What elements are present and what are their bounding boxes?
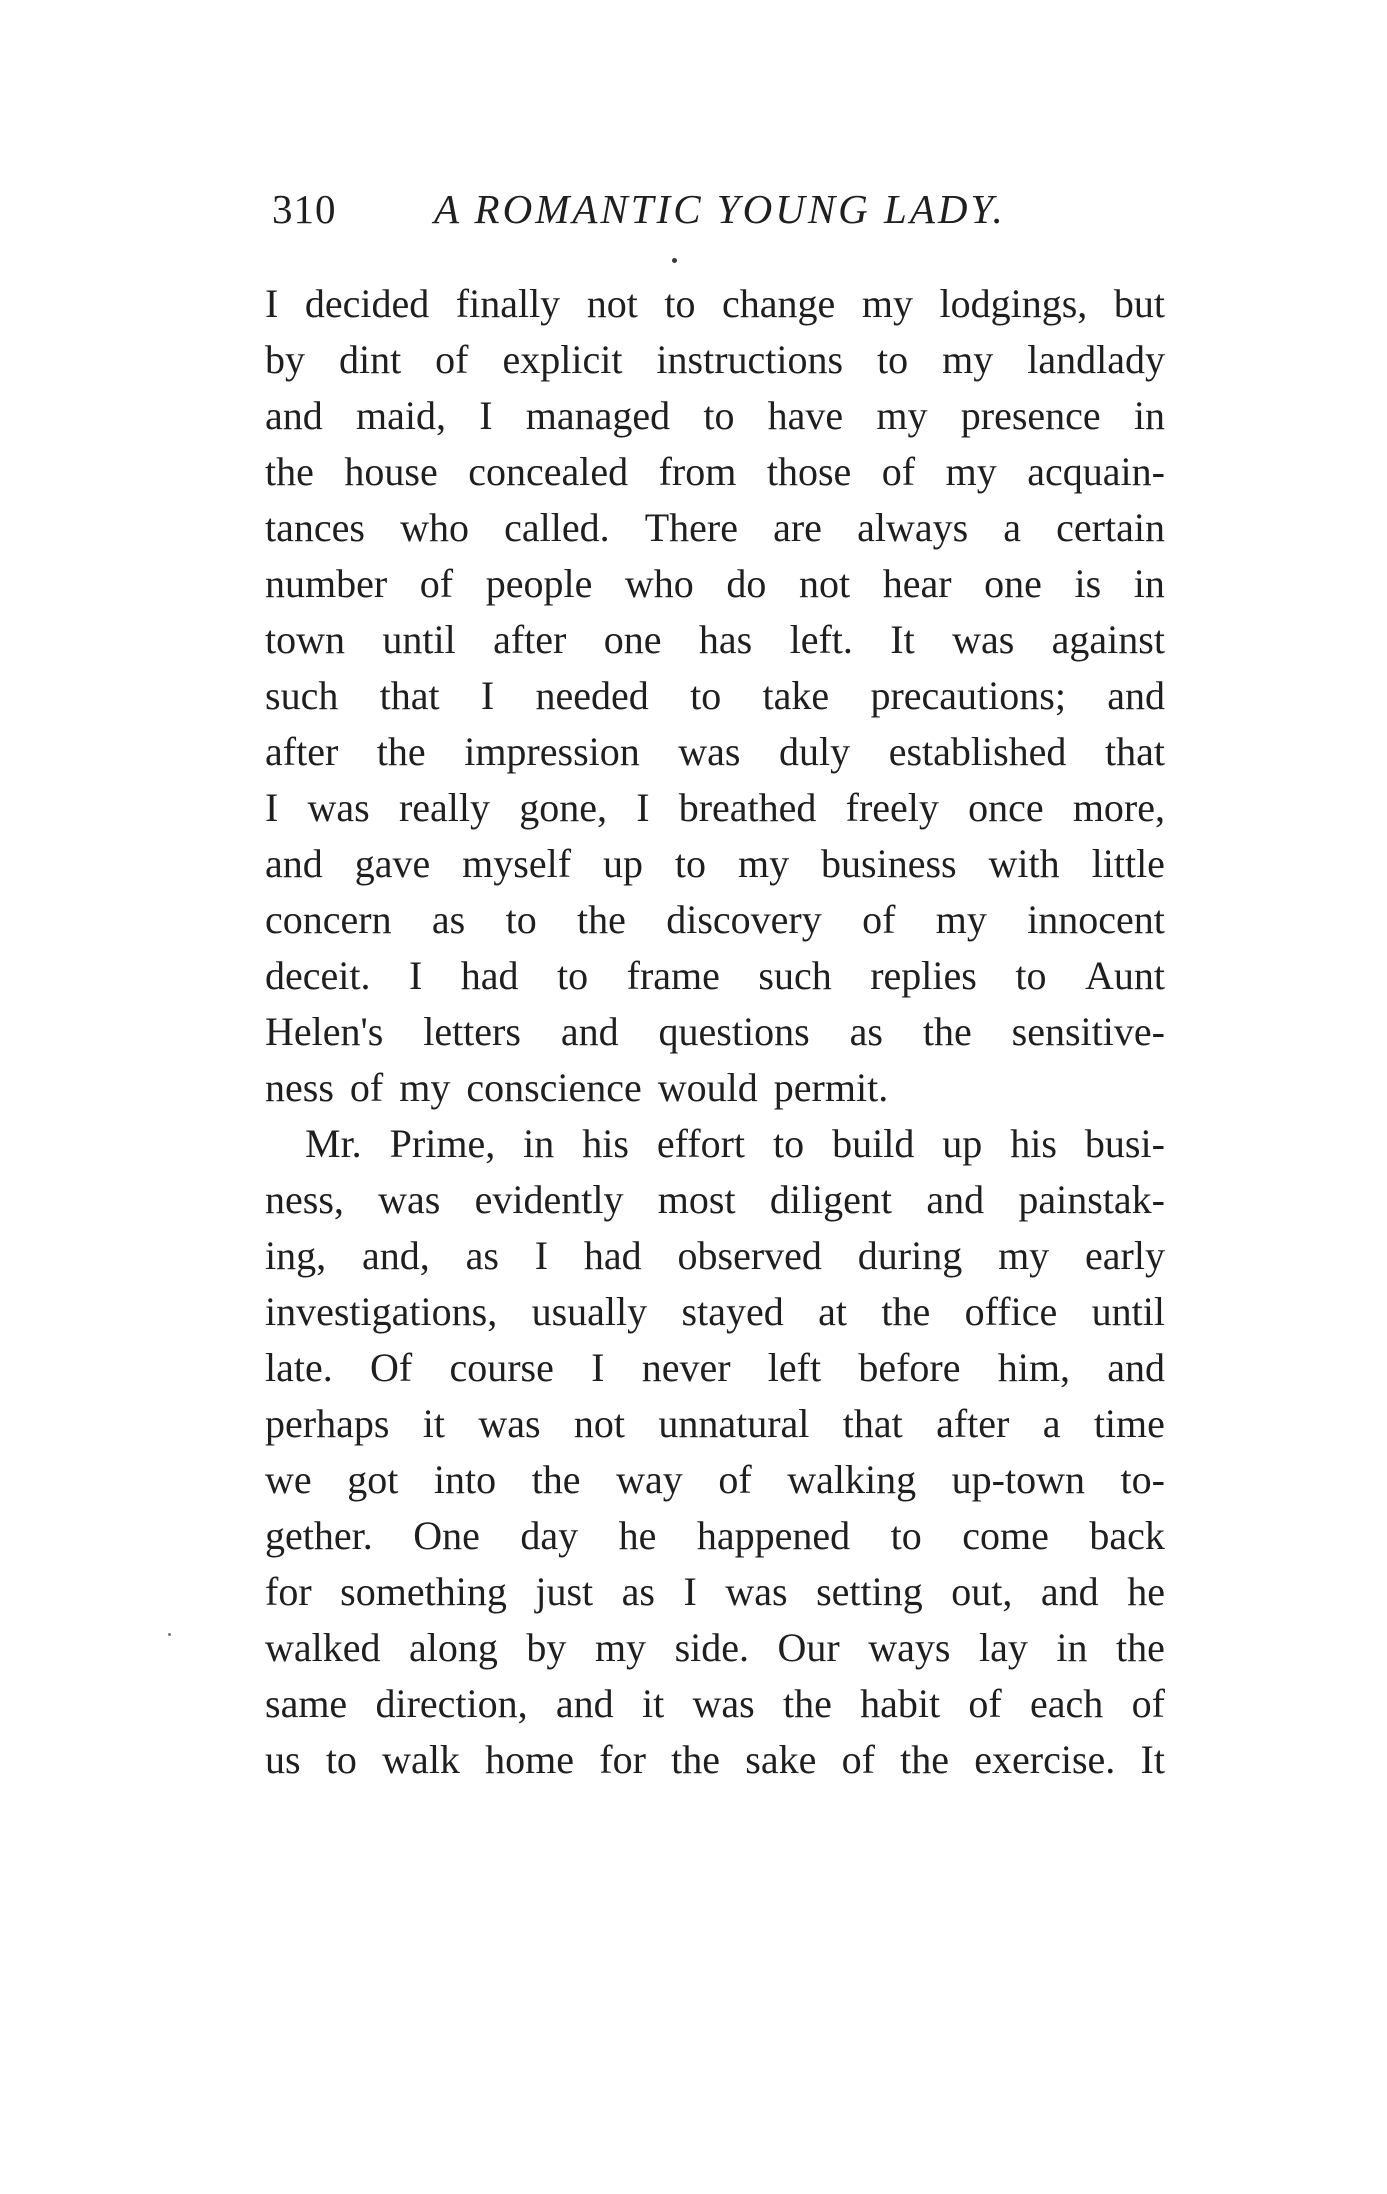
word: he	[618, 1513, 657, 1558]
word: before	[858, 1345, 961, 1390]
word: us	[265, 1737, 301, 1782]
word: my	[876, 393, 928, 438]
word: to	[674, 841, 707, 886]
word: same	[265, 1681, 348, 1726]
word: really	[398, 785, 491, 830]
word: to	[1015, 953, 1047, 998]
word: ness	[265, 1065, 334, 1110]
word: the	[900, 1737, 950, 1782]
word: acquain-	[1027, 449, 1165, 494]
word: build	[832, 1121, 915, 1166]
word: in	[523, 1121, 555, 1166]
word: was	[692, 1681, 755, 1726]
word: who	[624, 561, 694, 606]
word: as	[431, 897, 466, 942]
word: as	[465, 1233, 499, 1278]
word: not	[799, 561, 851, 606]
word: for	[599, 1737, 646, 1782]
word: finally	[455, 281, 561, 326]
text-line	[265, 1172, 1165, 1228]
word: from	[658, 449, 737, 494]
word: busi-	[1084, 1121, 1165, 1166]
word: stayed	[681, 1289, 784, 1334]
word: was	[378, 1177, 441, 1222]
text-line	[265, 836, 1165, 892]
word: left	[767, 1345, 822, 1390]
word: breathed	[678, 785, 817, 830]
word: Aunt	[1084, 953, 1165, 998]
word: for	[265, 1569, 312, 1614]
word: and	[555, 1681, 614, 1726]
word: Our	[777, 1625, 840, 1670]
word: tances	[265, 505, 365, 550]
ink-speck	[672, 258, 677, 263]
word: late.	[265, 1345, 333, 1390]
word: and	[265, 841, 323, 886]
word: I	[480, 673, 495, 718]
word: presence	[960, 393, 1101, 438]
word: town	[265, 617, 345, 662]
word: by	[526, 1625, 567, 1670]
word: usually	[531, 1289, 648, 1334]
word: do	[726, 561, 767, 606]
word: up	[602, 841, 643, 886]
word: was	[725, 1569, 788, 1614]
text-line	[265, 500, 1165, 556]
word: the	[922, 1009, 972, 1054]
word: and	[1107, 673, 1165, 718]
word: I	[479, 393, 493, 438]
word: him,	[997, 1345, 1070, 1390]
word: always	[857, 505, 969, 550]
word: and,	[361, 1233, 430, 1278]
word: people	[485, 561, 593, 606]
word: got	[347, 1457, 399, 1502]
word: such	[265, 673, 339, 718]
word: letters	[423, 1009, 521, 1054]
word: questions	[658, 1009, 810, 1054]
word: lodgings,	[939, 281, 1088, 326]
word: impression	[464, 729, 640, 774]
word: such	[758, 953, 832, 998]
word: the	[531, 1457, 581, 1502]
word: something	[340, 1569, 507, 1614]
text-line	[265, 556, 1165, 612]
word: day	[520, 1513, 579, 1558]
word: time	[1093, 1401, 1165, 1446]
word: certain	[1056, 505, 1165, 550]
word: effort	[656, 1121, 746, 1166]
word: discovery	[666, 897, 822, 942]
word: exercise.	[974, 1737, 1116, 1782]
word: after	[493, 617, 567, 662]
word: to	[703, 393, 735, 438]
word: investigations,	[265, 1289, 498, 1334]
word: of	[968, 1681, 1002, 1726]
text-line	[265, 1676, 1165, 1732]
word: to-	[1120, 1457, 1165, 1502]
word: gone,	[519, 785, 607, 830]
word: concern	[265, 897, 392, 942]
word: the	[881, 1289, 931, 1334]
word: most	[657, 1177, 736, 1222]
word: the	[1116, 1625, 1165, 1670]
word: evidently	[474, 1177, 624, 1222]
word: gether.	[265, 1513, 373, 1558]
text-line	[265, 1284, 1165, 1340]
word: Helen's	[265, 1009, 384, 1054]
word: maid,	[355, 393, 446, 438]
word: I	[591, 1345, 605, 1390]
word: diligent	[769, 1177, 893, 1222]
word: not	[573, 1401, 626, 1446]
word: and	[560, 1009, 619, 1054]
word: established	[888, 729, 1067, 774]
word: unnatural	[658, 1401, 810, 1446]
text-line	[265, 892, 1165, 948]
word: after	[265, 729, 339, 774]
word: not	[586, 281, 638, 326]
text-line	[265, 724, 1165, 780]
word: I	[265, 281, 279, 326]
word: come	[962, 1513, 1049, 1558]
text-line	[265, 1452, 1165, 1508]
word: hear	[882, 561, 952, 606]
word: walked	[265, 1625, 381, 1670]
word: my	[861, 281, 913, 326]
word: number	[265, 561, 388, 606]
word: back	[1089, 1513, 1165, 1558]
word: to	[505, 897, 537, 942]
word: Prime,	[389, 1121, 496, 1166]
word: his	[1010, 1121, 1057, 1166]
text-line	[265, 276, 1165, 332]
word: permit.	[773, 1065, 889, 1110]
word: of	[435, 337, 469, 382]
word: way	[616, 1457, 683, 1502]
word: of	[881, 449, 916, 494]
text-line	[265, 1116, 1165, 1172]
word: more,	[1072, 785, 1165, 830]
word: deceit.	[265, 953, 371, 998]
text-line	[265, 1004, 1165, 1060]
word: freely	[845, 785, 939, 830]
text-line	[265, 1620, 1165, 1676]
word: concealed	[468, 449, 629, 494]
word: the	[782, 1681, 832, 1726]
word: innocent	[1027, 897, 1165, 942]
word: a	[1003, 505, 1022, 550]
word: It	[890, 617, 915, 662]
text-line	[265, 948, 1165, 1004]
word: of	[841, 1737, 875, 1782]
word: myself	[462, 841, 572, 886]
text-line	[265, 388, 1165, 444]
word: at	[818, 1289, 847, 1334]
word: after	[936, 1401, 1010, 1446]
word: Mr.	[305, 1121, 362, 1166]
word: happened	[696, 1513, 851, 1558]
word: to	[664, 281, 696, 326]
text-line	[265, 1396, 1165, 1452]
word: direction,	[375, 1681, 528, 1726]
word: is	[1074, 561, 1102, 606]
word: my	[998, 1233, 1050, 1278]
word: had	[583, 1233, 642, 1278]
word: his	[582, 1121, 629, 1166]
word: just	[535, 1569, 594, 1614]
word: called.	[504, 505, 610, 550]
ink-speck	[168, 1633, 171, 1636]
word: change	[722, 281, 836, 326]
word: my	[594, 1625, 647, 1670]
word: by	[265, 337, 305, 382]
text-line	[265, 332, 1165, 388]
word: we	[265, 1457, 312, 1502]
word: would	[657, 1065, 758, 1110]
word: once	[968, 785, 1044, 830]
word: of	[718, 1457, 752, 1502]
word: it	[422, 1401, 445, 1446]
word: ness,	[265, 1177, 344, 1222]
word: little	[1091, 841, 1165, 886]
word: those	[766, 449, 852, 494]
text-line	[265, 444, 1165, 500]
word: my	[399, 1065, 451, 1110]
word: with	[988, 841, 1060, 886]
word: to	[890, 1513, 922, 1558]
text-line	[265, 612, 1165, 668]
word: that	[1104, 729, 1165, 774]
word: into	[433, 1457, 497, 1502]
word: was	[678, 729, 741, 774]
word: the	[376, 729, 426, 774]
word: early	[1085, 1233, 1165, 1278]
word: observed	[677, 1233, 822, 1278]
word: was	[307, 785, 370, 830]
word: I	[683, 1569, 697, 1614]
word: a	[1042, 1401, 1061, 1446]
word: my	[945, 449, 997, 494]
word: frame	[626, 953, 720, 998]
text-line	[265, 1564, 1165, 1620]
word: up-town	[951, 1457, 1085, 1502]
word: but	[1113, 281, 1165, 326]
word: needed	[535, 673, 649, 718]
word: he	[1127, 1569, 1165, 1614]
word: dint	[338, 337, 402, 382]
word: to	[773, 1121, 805, 1166]
word: of	[419, 561, 454, 606]
word: take	[762, 673, 830, 718]
word: as	[849, 1009, 883, 1054]
text-line	[265, 780, 1165, 836]
word: in	[1056, 1625, 1088, 1670]
word: one	[603, 617, 662, 662]
word: and	[1040, 1569, 1099, 1614]
word: office	[964, 1289, 1058, 1334]
word: that	[842, 1401, 903, 1446]
word: lay	[979, 1625, 1028, 1670]
word: painstak-	[1018, 1177, 1165, 1222]
word: habit	[860, 1681, 941, 1726]
word: sensitive-	[1011, 1009, 1165, 1054]
word: are	[773, 505, 822, 550]
word: in	[1133, 561, 1165, 606]
word: during	[857, 1233, 963, 1278]
word: one	[984, 561, 1042, 606]
word: One	[413, 1513, 480, 1558]
text-line	[265, 1228, 1165, 1284]
word: the	[265, 449, 314, 494]
word: has	[698, 617, 753, 662]
word: out,	[951, 1569, 1013, 1614]
text-line	[265, 668, 1165, 724]
word: managed	[525, 393, 671, 438]
word: ways	[868, 1625, 951, 1670]
word: I	[534, 1233, 549, 1278]
word: explicit	[502, 337, 623, 382]
word: replies	[870, 953, 977, 998]
word: as	[621, 1569, 655, 1614]
word: my	[935, 897, 987, 942]
word: my	[737, 841, 790, 886]
word: landlady	[1027, 337, 1165, 382]
word: was	[952, 617, 1015, 662]
word: who	[400, 505, 469, 550]
word: it	[641, 1681, 665, 1726]
word: had	[460, 953, 519, 998]
word: that	[379, 673, 440, 718]
word: left.	[789, 617, 853, 662]
word: of	[349, 1065, 384, 1110]
word: setting	[816, 1569, 923, 1614]
word: side.	[674, 1625, 750, 1670]
word: until	[382, 617, 456, 662]
word: ing,	[265, 1233, 327, 1278]
word: decided	[304, 281, 430, 326]
running-head	[272, 184, 1172, 234]
word: I	[636, 785, 650, 830]
word: sake	[745, 1737, 817, 1782]
word: It	[1140, 1737, 1165, 1782]
word: Of	[369, 1345, 413, 1390]
word: never	[641, 1345, 731, 1390]
word: and	[265, 393, 323, 438]
text-line	[265, 1340, 1165, 1396]
text-line	[265, 1732, 1165, 1788]
word: was	[478, 1401, 541, 1446]
text-line	[265, 1508, 1165, 1564]
body-text	[265, 276, 1165, 1788]
word: perhaps	[265, 1401, 390, 1446]
word: have	[767, 393, 844, 438]
word: conscience	[466, 1065, 642, 1110]
word: against	[1051, 617, 1165, 662]
word: walking	[787, 1457, 917, 1502]
text-line	[265, 1060, 1165, 1116]
page-number: 310	[272, 186, 337, 232]
word: house	[344, 449, 438, 494]
word: precautions;	[870, 673, 1066, 718]
word: until	[1091, 1289, 1165, 1334]
word: of	[1131, 1681, 1165, 1726]
word: of	[862, 897, 896, 942]
word: I	[408, 953, 423, 998]
word: business	[821, 841, 957, 886]
word: to	[325, 1737, 357, 1782]
word: instructions	[656, 337, 844, 382]
word: up	[942, 1121, 983, 1166]
word: and	[926, 1177, 985, 1222]
word: I	[265, 785, 279, 830]
word: my	[942, 337, 994, 382]
word: duly	[779, 729, 851, 774]
word: There	[644, 505, 738, 550]
word: along	[409, 1625, 498, 1670]
word: in	[1133, 393, 1165, 438]
word: to	[690, 673, 722, 718]
word: walk	[382, 1737, 460, 1782]
word: to	[557, 953, 589, 998]
word: each	[1030, 1681, 1104, 1726]
word: the	[577, 897, 626, 942]
word: course	[449, 1345, 554, 1390]
word: the	[671, 1737, 721, 1782]
word: to	[877, 337, 909, 382]
book-title: A ROMANTIC YOUNG LADY.	[434, 186, 1006, 232]
word: home	[485, 1737, 575, 1782]
word: gave	[354, 841, 431, 886]
word: and	[1107, 1345, 1165, 1390]
